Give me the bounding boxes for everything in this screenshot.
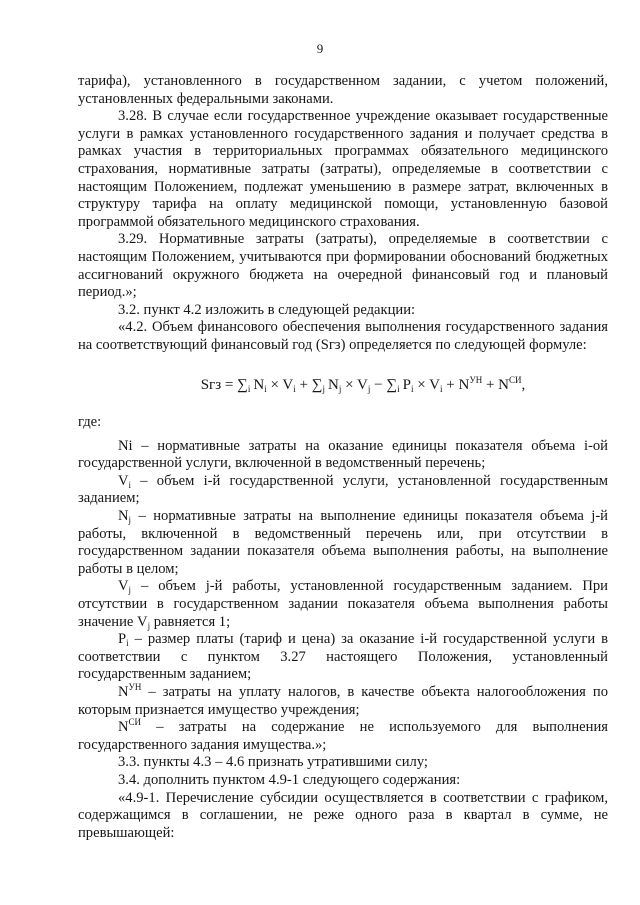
formula-v: V [357, 376, 368, 393]
definition-n-si [78, 719, 608, 754]
symbol-subscript: j [128, 585, 132, 596]
sum-sign: ∑ [311, 376, 323, 393]
v-index-i: i [440, 383, 443, 394]
paragraph-3-4: 3.4. дополнить пунктом 4.9-1 следующего содержания: [118, 771, 461, 788]
document-body [78, 73, 608, 842]
definition-text: – размер платы (тариф и цена) за оказание i-й государственной услуги в соответствии с пунктом 3.27 настоящего Положения, установленный государственным заданием; [78, 631, 608, 683]
definition-text: равняется 1; [150, 613, 231, 630]
symbol-subscript: j [147, 620, 151, 631]
formula-v: V [429, 376, 440, 393]
definition-text: – затраты на уплату налогов, в качестве объекта налогообложения по которым признается имущество учреждения; [78, 684, 608, 718]
definition-vj [78, 578, 608, 631]
formula-n: N [253, 376, 265, 393]
page-number: 9 [316, 41, 324, 56]
formula-lhs: Sгз = [200, 376, 238, 393]
paragraph-3-2: 3.2. пункт 4.2 изложить в следующей редакции: [118, 301, 416, 318]
n-un-superscript: УН [469, 374, 483, 385]
sum-index-j: j [322, 383, 325, 394]
sum-sign: ∑ [386, 376, 398, 393]
n-index-i: i [264, 383, 267, 394]
symbol-subscript: i [126, 638, 129, 649]
p-index-i: i [410, 383, 414, 394]
definition-n-un [78, 684, 608, 719]
definition-text: – объем i-й государственной услуги, установленной государственным заданием; [78, 472, 608, 507]
plus-sign: + [482, 376, 499, 393]
symbol-superscript: СИ [128, 717, 142, 728]
sum-index-i: i [397, 383, 400, 394]
definition-nj [78, 508, 608, 578]
v-index-i: i [293, 383, 296, 394]
symbol: V [118, 578, 129, 595]
symbol-subscript: j [128, 515, 132, 526]
formula [78, 374, 608, 395]
definition-pi [78, 631, 608, 684]
formula-n: N [327, 376, 339, 393]
minus-sign: − [370, 376, 387, 393]
definition-ni: Ni – нормативные затраты на оказание единицы показателя объема i-ой государственной услуги, включенной в ведомственный перечень; [78, 437, 608, 472]
plus-sign: + [442, 376, 459, 393]
paragraph-4-9-1: «4.9-1. Перечисление субсидии осуществляется в соответствии с графиком, содержащимся в соглашении, не реже одного раза в квартал в сумме, не превышающей: [78, 789, 608, 841]
symbol: V [118, 472, 129, 489]
paragraph-3-29: 3.29. Нормативные затраты (затраты), определяемые в соответствии с настоящим Положением, учитываются при формировании обоснований бюджетных ассигнований окружного бюджета на очередной финансовый год и плановый период.»; [78, 231, 608, 301]
paragraph-3-3: 3.3. пункты 4.3 – 4.6 признать утратившими силу; [118, 754, 428, 771]
symbol: N [118, 684, 129, 700]
symbol-superscript: УН [128, 682, 142, 692]
plus-sign: + [295, 376, 312, 393]
symbol-subscript: i [128, 479, 132, 490]
paragraph-continuation: тарифа), установленного в государственном задании, с учетом положений, установленных федеральными законами. [78, 73, 608, 107]
paragraph-3-28: 3.28. В случае если государственное учреждение оказывает государственные услуги в рамках установленного государственного задания и получает средства в рамках участия в территориальных программах обязательного медицинского страхования, нормативные затраты (затраты), определяемые в соответствии с настоящим Положением, подлежат уменьшению в размере затрат, включенных в структуру тарифа на оплату медицинской помощи, установленную базовой программой обязательного медицинского страхования. [78, 108, 608, 230]
v-index-j: j [367, 383, 371, 394]
definition-text: – затраты на содержание не используемого для выполнения государственного задания имущества.»; [78, 719, 608, 753]
symbol: P [118, 631, 127, 648]
sum-index-i: i [247, 383, 251, 394]
definition-text: – нормативные затраты на выполнение единицы показателя объема j-й работы, включенной в ведомственный перечень или, при отсутствии в государственном задании показателя объема выполнения работы, на выполнение работы в целом; [78, 508, 608, 577]
formula-v: V [282, 376, 294, 393]
n-index-j: j [338, 383, 342, 394]
formula-p: P [402, 376, 411, 393]
symbol: N [118, 719, 129, 736]
formula-end: , [521, 376, 526, 393]
n-si-superscript: СИ [509, 374, 522, 385]
formula-n: N [458, 376, 470, 393]
definition-text: – объем j-й работы, установленной государственным заданием. При отсутствии в государственном задании показателя объема выполнения работы значение V [78, 578, 608, 630]
symbol: N [118, 508, 129, 525]
definition-vi [78, 473, 608, 508]
formula-n: N [498, 376, 510, 393]
paragraph-4-2: «4.2. Объем финансового обеспечения выполнения государственного задания на соответствующий финансовый год (Sгз) определяется по следующей формуле: [78, 319, 608, 353]
times-sign: × [266, 376, 283, 393]
times-sign: × [341, 376, 358, 393]
where-label: где: [78, 414, 102, 431]
sum-sign: ∑ [237, 376, 248, 393]
times-sign: × [413, 376, 430, 393]
